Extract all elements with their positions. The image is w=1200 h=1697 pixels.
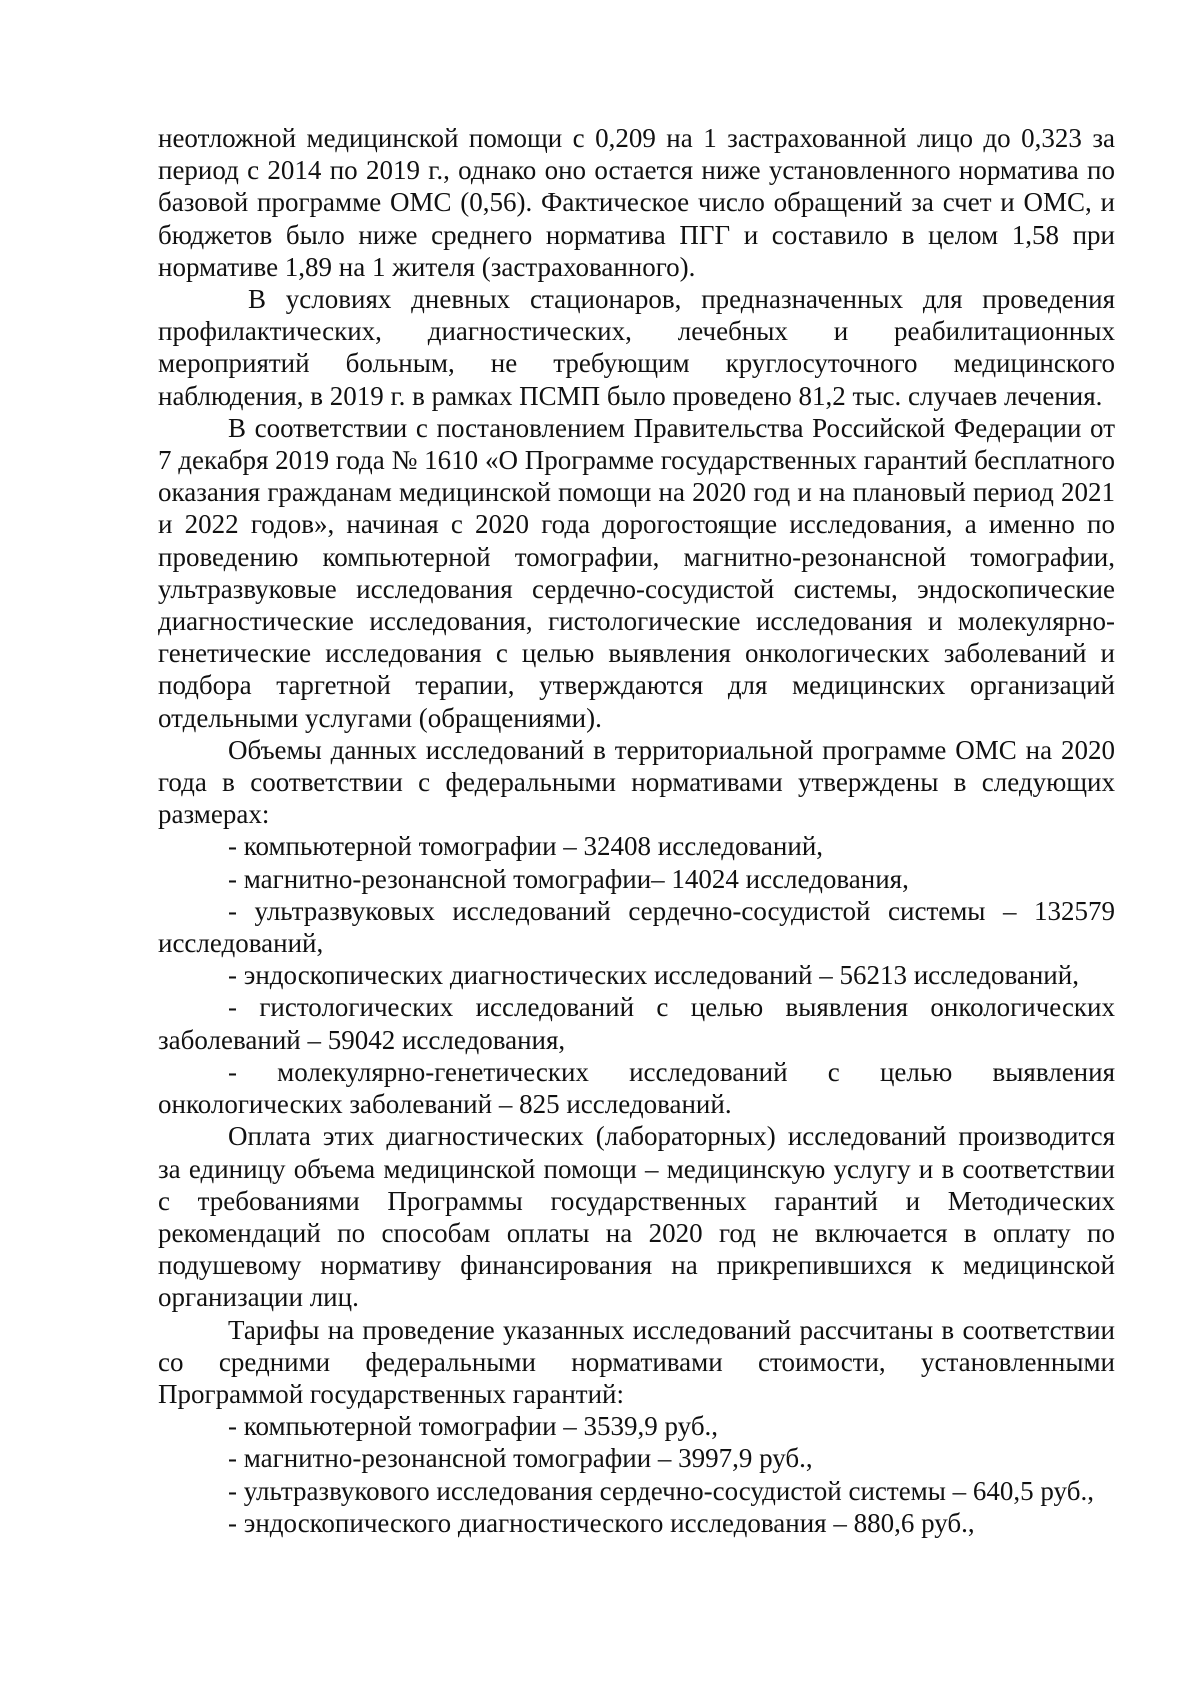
paragraph: Объемы данных исследований в территориальной программе ОМС на 2020 года в соответствии с федеральными нормативами утверждены в следующих размерах: <box>158 734 1115 830</box>
paragraph: Тарифы на проведение указанных исследований рассчитаны в соответствии со средними федеральными нормативами стоимости, установленными Программой государственных гарантий: <box>158 1314 1115 1409</box>
list-item: - гистологических исследований с целью выявления онкологических заболеваний – 59042 исследования, <box>158 992 1115 1055</box>
list-item: - магнитно-резонансной томографии – 3997,9 руб., <box>228 1443 813 1474</box>
paragraph: Оплата этих диагностических (лабораторных) исследований производится за единицу объема медицинской помощи – медицинскую услугу и в соответствии с требованиями Программы государственных гарантий и Методических рекомендаций по способам оплаты на 2020 год не включается в оплату по подушевому нормативу финансирования на прикрепившихся к медицинской организации лиц. <box>158 1121 1115 1313</box>
list-item: - эндоскопических диагностических исследований – 56213 исследований, <box>228 960 1079 991</box>
document-body <box>158 122 1115 1539</box>
list-item: - компьютерной томографии – 3539,9 руб., <box>228 1411 719 1442</box>
paragraph: В условиях дневных стационаров, предназначенных для проведения профилактических, диагностических, лечебных и реабилитационных мероприятий больным, не требующим круглосуточного медицинского наблюдения, в 2019 г. в рамках ПСМП было проведено 81,2 тыс. случаев лечения. <box>158 284 1115 411</box>
list-item: - ультразвуковых исследований сердечно-сосудистой системы – 132579 исследований, <box>158 895 1115 959</box>
list-item: - молекулярно-генетических исследований с целью выявления онкологических заболеваний – 825 исследований. <box>158 1056 1115 1120</box>
list-item: - магнитно-резонансной томографии– 14024 исследования, <box>228 863 909 894</box>
paragraph: неотложной медицинской помощи с 0,209 на 1 застрахованной лицо до 0,323 за период с 2014 по 2019 г., однако оно остается ниже установленного норматива по базовой программе ОМС (0,56). Фактическое число обращений за счет и ОМС, и бюджетов было ниже среднего норматива ПГГ и составило в целом 1,58 при нормативе 1,89 на 1 жителя (застрахованного). <box>158 123 1115 282</box>
list-item: - компьютерной томографии – 32408 исследований, <box>228 831 824 862</box>
list-item: - ультразвукового исследования сердечно-сосудистой системы – 640,5 руб., <box>228 1475 1094 1506</box>
list-item: - эндоскопического диагностического исследования – 880,6 руб., <box>228 1507 975 1538</box>
paragraph: В соответствии с постановлением Правительства Российской Федерации от 7 декабря 2019 года № 1610 «О Программе государственных гарантий бесплатного оказания гражданам медицинской помощи на 2020 год и на плановый период 2021 и 2022 годов», начиная с 2020 года дорогостоящие исследования, а именно по проведению компьютерной томографии, магнитно-резонансной томографии, ультразвуковые исследования сердечно-сосудистой системы, эндоскопические диагностические исследования, гистологические исследования и молекулярно-генетические исследования с целью выявления онкологических заболеваний и подбора таргетной терапии, утверждаются для медицинских организаций отдельными услугами (обращениями). <box>158 412 1115 733</box>
